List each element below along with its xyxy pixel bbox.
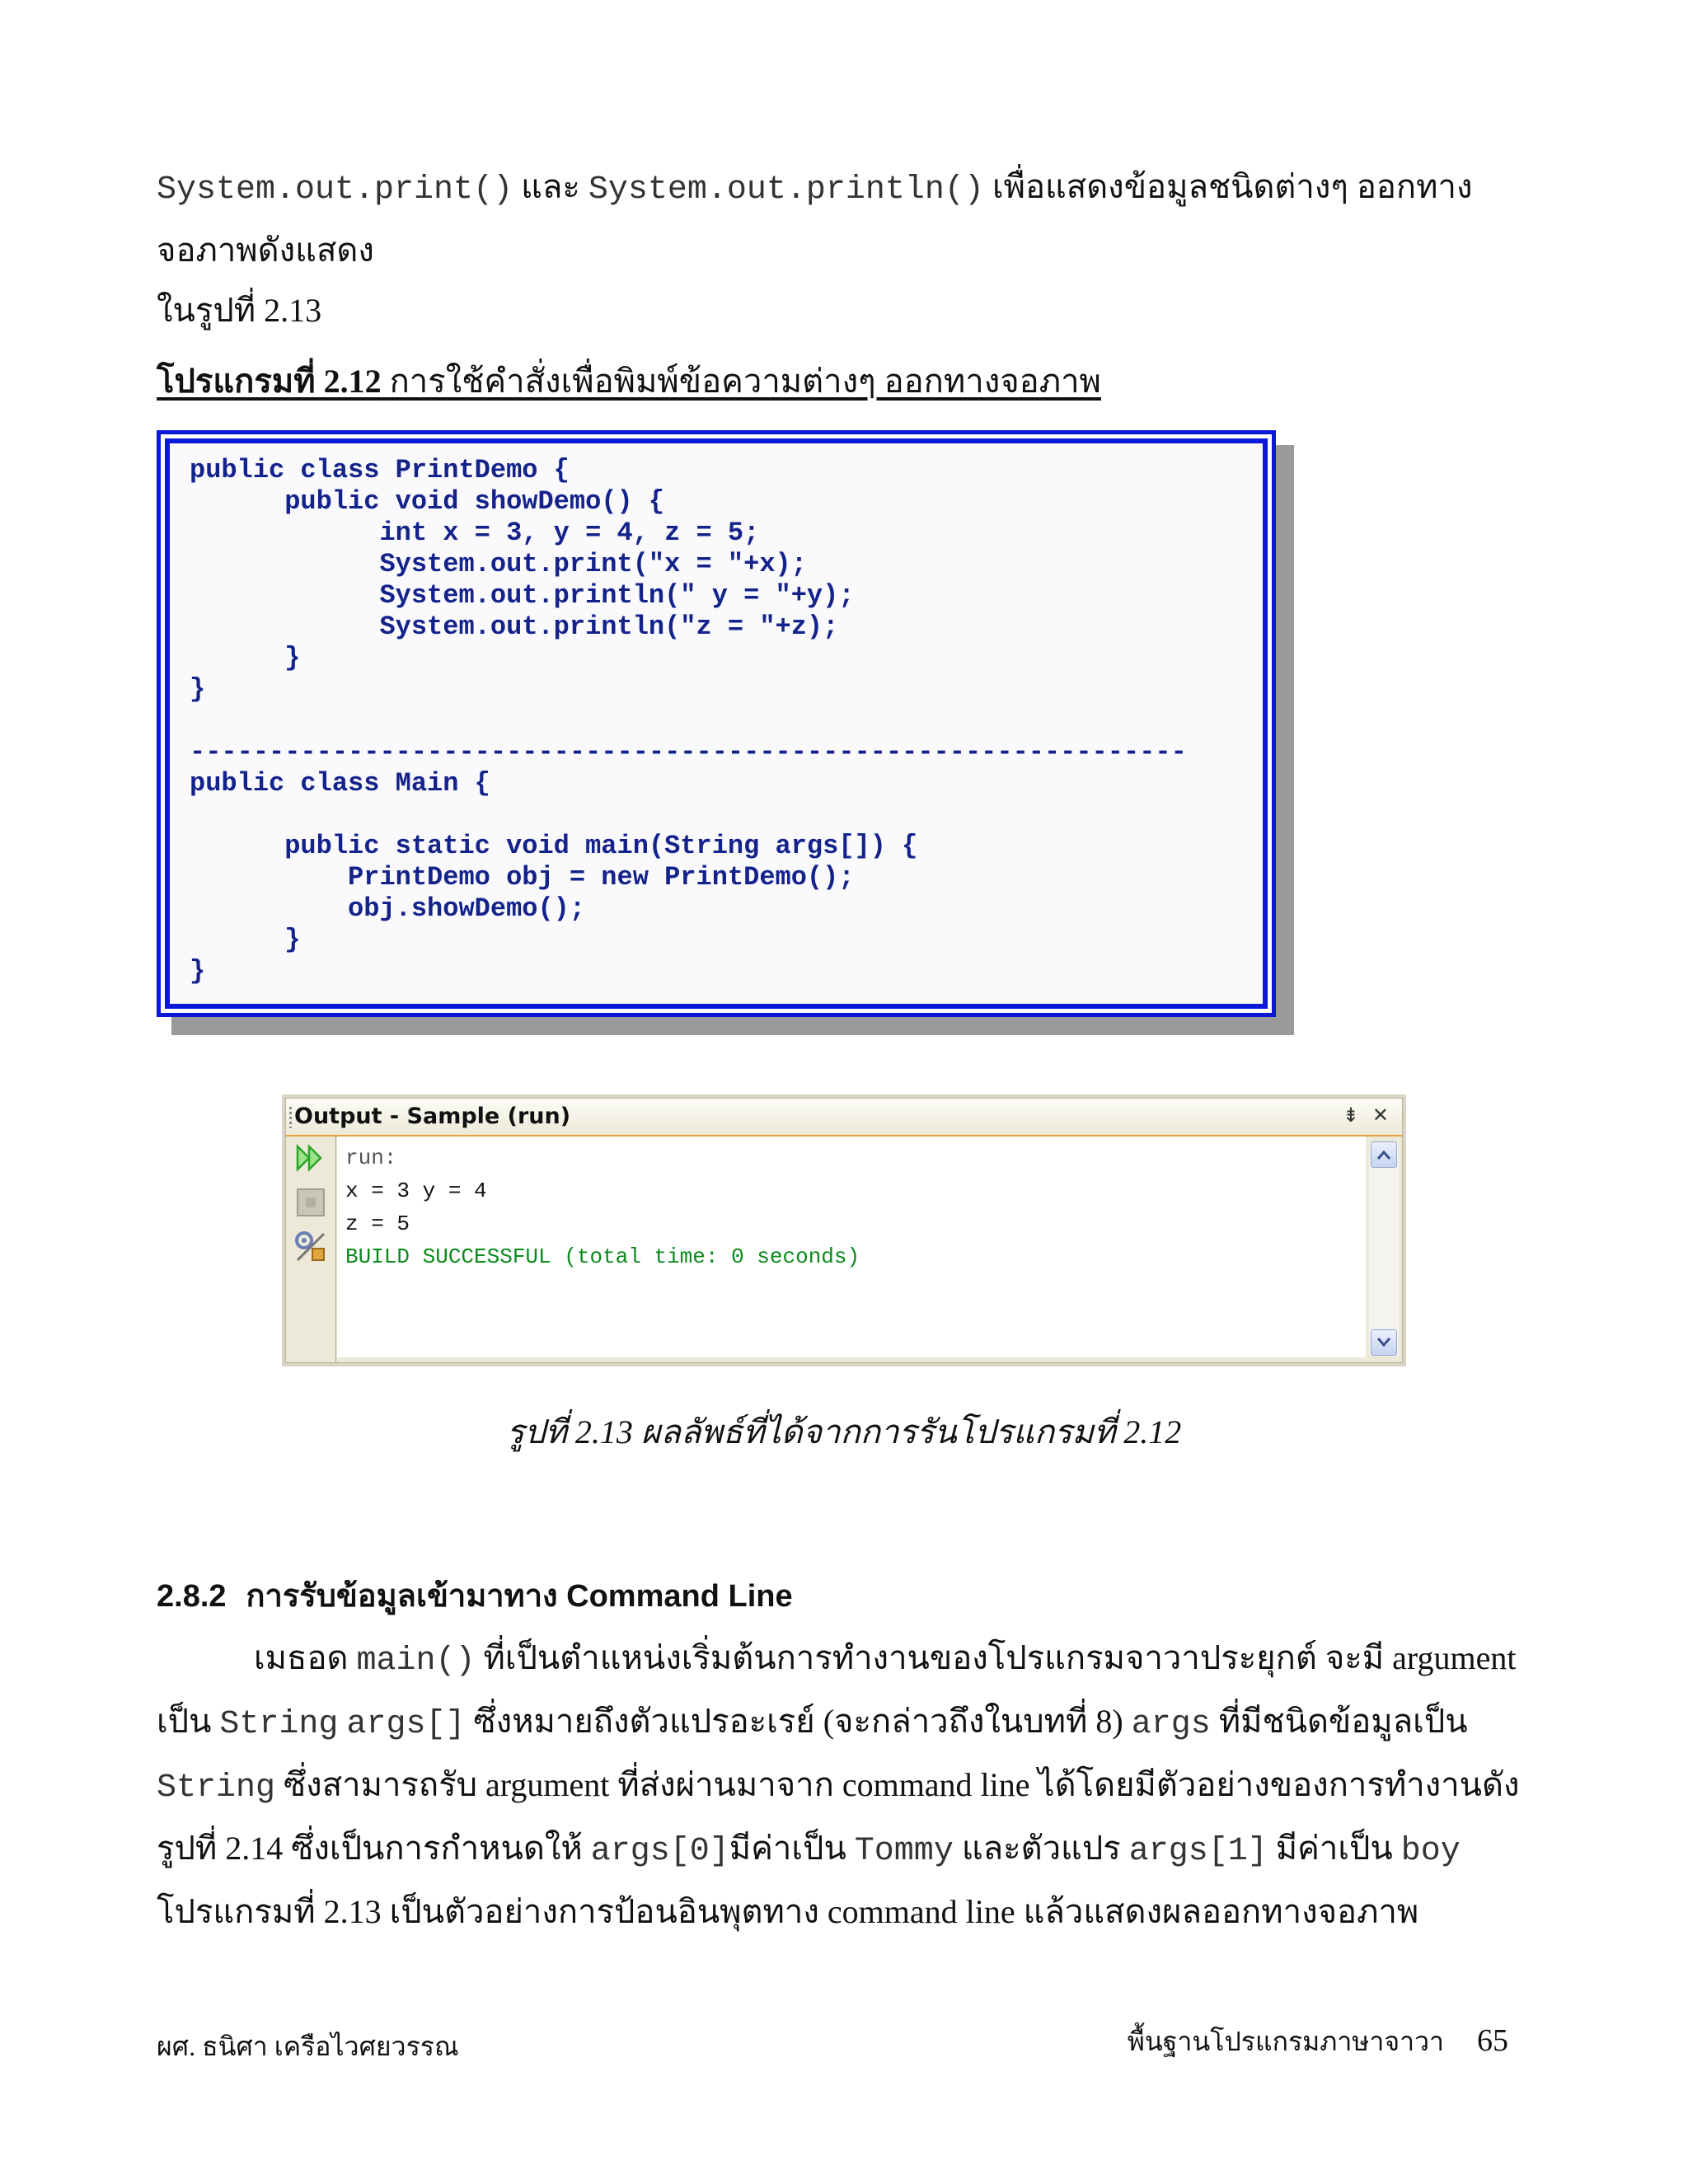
p2-text-8: มีค่าเป็น [1275, 1830, 1393, 1867]
intro-paragraph [157, 157, 1533, 340]
code-line: public class PrintDemo { [190, 455, 570, 485]
code-line: System.out.println("z = "+z); [190, 612, 839, 642]
code-args-0: args[0] [590, 1833, 729, 1870]
output-toolbar [286, 1137, 336, 1362]
code-line: public static void main(String args[]) { [190, 831, 918, 861]
code-line: public void showDemo() { [190, 486, 665, 517]
chevron-down-icon [1376, 1337, 1391, 1348]
output-title: Output - Sample (run) [294, 1104, 571, 1129]
output-window [282, 1094, 1406, 1366]
vertical-scrollbar[interactable] [1369, 1141, 1399, 1356]
console-line-run: run: [345, 1146, 397, 1170]
code-line: } [190, 643, 301, 673]
section-title: การรับข้อมูลเข้ามาทาง Command Line [246, 1579, 793, 1614]
stop-icon[interactable] [294, 1186, 327, 1219]
settings-icon[interactable] [293, 1229, 329, 1265]
footer-author: ผศ. ธนิศา เครือไวศยวรรณ [157, 2032, 459, 2061]
intro-text-b: ในรูปที่ 2.13 [157, 292, 322, 329]
console-line-z: z = 5 [345, 1212, 410, 1236]
code-print: System.out.print() [157, 171, 513, 209]
p2-text-3: ซึ่งหมายถึงตัวแปรอะเรย์ (จะกล่าวถึงในบทที่ 8) [473, 1703, 1123, 1740]
code-box [157, 430, 1276, 1017]
close-icon[interactable]: ✕ [1372, 1104, 1389, 1127]
code-args-1: args[1] [1128, 1833, 1268, 1870]
footer-book [1128, 2021, 1508, 2063]
output-console[interactable] [337, 1137, 1366, 1357]
code-line: System.out.print("x = "+x); [190, 549, 807, 579]
text-and: และ [521, 168, 580, 205]
program-label: โปรแกรมที่ 2.12 [157, 363, 382, 400]
code-println: System.out.println() [588, 171, 984, 209]
code-args: args [1131, 1706, 1211, 1743]
section-number: 2.8.2 [157, 1579, 227, 1614]
figure-caption: รูปที่ 2.13 ผลลัพธ์ที่ได้จากการรันโปรแกรมที่ 2.12 [506, 1413, 1182, 1451]
code-string: String [219, 1706, 339, 1743]
code-line: } [190, 674, 206, 705]
code-boy: boy [1400, 1833, 1461, 1870]
code-line: System.out.println(" y = "+y); [190, 580, 855, 611]
scroll-up-button[interactable] [1371, 1141, 1397, 1168]
program-title: การใช้คำสั่งเพื่อพิมพ์ข้อความต่างๆ ออกทางจอภาพ [389, 363, 1101, 400]
scroll-down-button[interactable] [1371, 1329, 1397, 1356]
code-line [190, 799, 1263, 831]
code-line: --------------------------------------------------------------- [190, 737, 1187, 767]
minimize-icon[interactable]: ⇟ [1342, 1104, 1359, 1127]
code-line [190, 705, 1263, 737]
p2-text-9: โปรแกรมที่ 2.13 เป็นตัวอย่างการป้อนอินพุตทาง command line แล้วแสดงผลออกทางจอภาพ [157, 1893, 1419, 1930]
p2-text-1: เมธอด [254, 1639, 349, 1676]
page-number: 65 [1477, 2023, 1508, 2058]
chevron-up-icon [1376, 1149, 1391, 1160]
code-listing [170, 443, 1263, 1004]
console-line-xy: x = 3 y = 4 [345, 1179, 487, 1203]
p2-text-5: ซึ่งสามารถรับ argument ที่ส่งผ่านมาจาก command line ได้โดยมีตัวอย่างของการทำงานดังรูปที่ 2.14 ซึ่งเป็นการกำหนดให้ [157, 1766, 1520, 1867]
p2-text-7: และตัวแปร [961, 1830, 1121, 1867]
drag-grip[interactable] [289, 1107, 292, 1128]
rerun-icon[interactable] [294, 1141, 327, 1174]
code-line: public class Main { [190, 768, 490, 799]
code-args-array: args[] [346, 1706, 466, 1743]
p2-text-2: ที่เป็นตำแหน่งเริ่มต้นการทำงานของโปรแกรมจาวาประยุกต์ จะมี argument เป็น [157, 1639, 1517, 1740]
p2-text-4: ที่มีชนิดข้อมูลเป็น [1218, 1703, 1468, 1740]
output-titlebar [286, 1099, 1402, 1137]
section-heading [157, 1570, 793, 1620]
code-line: PrintDemo obj = new PrintDemo(); [190, 862, 855, 893]
code-tommy: Tommy [854, 1833, 954, 1870]
footer-book-title: พื้นฐานโปรแกรมภาษาจาวา [1127, 2027, 1444, 2056]
code-line: obj.showDemo(); [190, 893, 586, 924]
code-main: main() [356, 1643, 476, 1680]
p2-text-6: มีค่าเป็น [729, 1830, 846, 1867]
code-line: int x = 3, y = 4, z = 5; [190, 518, 760, 548]
code-string-2: String [157, 1769, 276, 1807]
program-heading [157, 354, 1101, 407]
command-line-paragraph [157, 1628, 1533, 1942]
console-line-build: BUILD SUCCESSFUL (total time: 0 seconds) [345, 1244, 860, 1269]
intro-text-a: เพื่อแสดงข้อมูลชนิดต่างๆ ออกทางจอภาพดังแสดง [157, 168, 1473, 269]
code-line: } [190, 925, 301, 955]
code-line: } [190, 956, 206, 987]
